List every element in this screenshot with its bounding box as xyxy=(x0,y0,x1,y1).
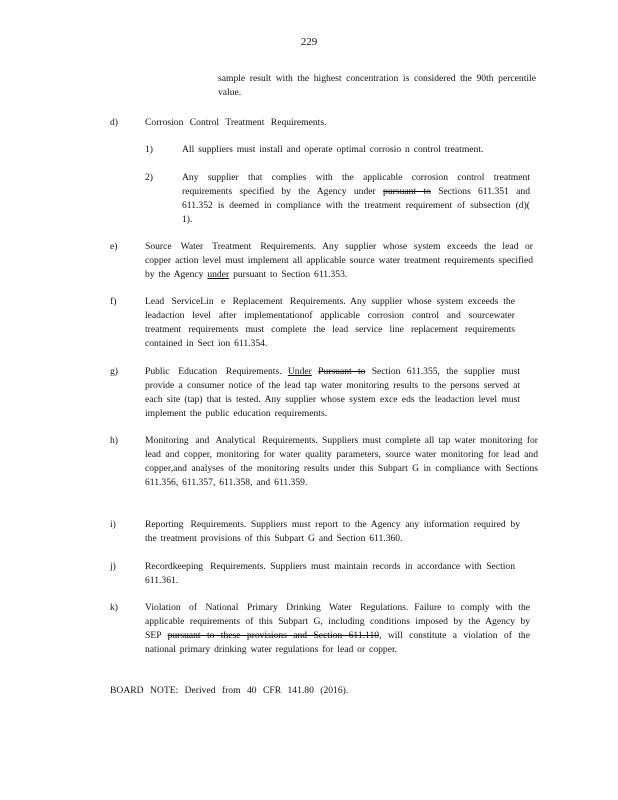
section-g-label: g) xyxy=(110,366,118,377)
section-k-text-a: Failure to comply with the applicable requirements of this Subpart G, including conditions imposed by the Agency by SEP xyxy=(145,602,530,641)
section-e-body xyxy=(145,240,533,282)
item-d2-number: 2) xyxy=(145,172,153,183)
section-h-body xyxy=(145,434,538,490)
section-k-struck: pursuant to these provisions and Section 611.110 xyxy=(167,630,380,641)
section-d-label: d) xyxy=(110,117,118,128)
section-h-label: h) xyxy=(110,435,118,446)
section-g-struck: Pursuant to xyxy=(318,366,366,377)
section-j-heading: Recordkeeping Requirements. xyxy=(145,561,266,572)
section-j-body xyxy=(145,560,515,588)
section-f-body xyxy=(145,295,515,351)
section-f-heading: Lead ServiceLin e Replacement Requirements. xyxy=(145,296,346,307)
section-f-label: f) xyxy=(110,296,117,307)
section-g-text: Section 611.355, the supplier must provide a consumer notice of the lead tap water monitoring results to the persons served at each site (tap) that is tested. Any supplier whose system exce eds the leadaction level must implement the public education requirements. xyxy=(145,366,520,419)
page-number: 229 xyxy=(300,36,318,48)
item-d1-number: 1) xyxy=(145,144,153,155)
section-e-heading: Source Water Treatment Requirements. xyxy=(145,241,317,252)
section-f-text: Any supplier whose system exceeds the leadaction level after implementationof applicable corrosion control and sourcewater treatment requirements must complete the lead service line replacement requirements contained in Sect ion 611.354. xyxy=(145,296,515,349)
item-d2-text xyxy=(182,171,530,227)
section-k-text-b: , will constitute a violation of the national primary drinking water regulations for lead or copper. xyxy=(145,630,530,655)
section-d-heading: Corrosion Control Treatment Requirements. xyxy=(145,117,327,128)
item-d1-text: All suppliers must install and operate optimal corrosio n control treatment. xyxy=(182,144,484,155)
section-e-text-a: Any supplier whose system exceeds the lead or copper action level must implement all applicable source water treatment requirements specified by the Agency xyxy=(145,241,534,280)
section-h-heading: Monitoring and Analytical Requirements. xyxy=(145,435,318,446)
section-i-heading: Reporting Requirements. xyxy=(145,519,247,530)
section-k-heading: Violation of National Primary Drinking Water Regulations. xyxy=(145,602,409,613)
section-i-label: i) xyxy=(110,519,116,530)
section-e-label: e) xyxy=(110,241,118,252)
board-note: BOARD NOTE: Derived from 40 CFR 141.80 (2016). xyxy=(110,685,349,696)
section-g-underlined: Under xyxy=(287,366,312,377)
section-g-body xyxy=(145,365,520,421)
section-i-text: Suppliers must report to the Agency any information required by the treatment provisions of this Subpart G and Section 611.360. xyxy=(145,519,520,544)
item-d2-text-b: Sections 611.351 and 611.352 is deemed in compliance with the treatment requirement of subsection (d)( 1). xyxy=(182,186,530,225)
section-e-text-b: pursuant to Section 611.353. xyxy=(233,269,348,280)
section-k-body xyxy=(145,601,530,657)
item-d2-struck: pursuant to xyxy=(383,186,431,197)
section-i-body xyxy=(145,518,520,546)
section-k-label: k) xyxy=(110,602,118,613)
section-j-label: j) xyxy=(110,561,116,572)
intro-continuation: sample result with the highest concentration is considered the 90th percentile value. xyxy=(218,73,536,98)
section-g-heading: Public Education Requirements. xyxy=(145,366,282,377)
section-h-text: Suppliers must complete all tap water monitoring for lead and copper, monitoring for water quality parameters, source water monitoring for lead and copper,and analyses of the monitoring results under this Subpart G in compliance with Sections 611.356, 611.357, 611.358, and 611.359. xyxy=(145,435,538,488)
item-d2-text-a: Any supplier that complies with the applicable corrosion control treatment requirements specified by the Agency under xyxy=(182,172,530,197)
section-j-text: Suppliers must maintain records in accordance with Section 611.361. xyxy=(145,561,515,586)
section-e-underlined: under xyxy=(207,269,230,280)
